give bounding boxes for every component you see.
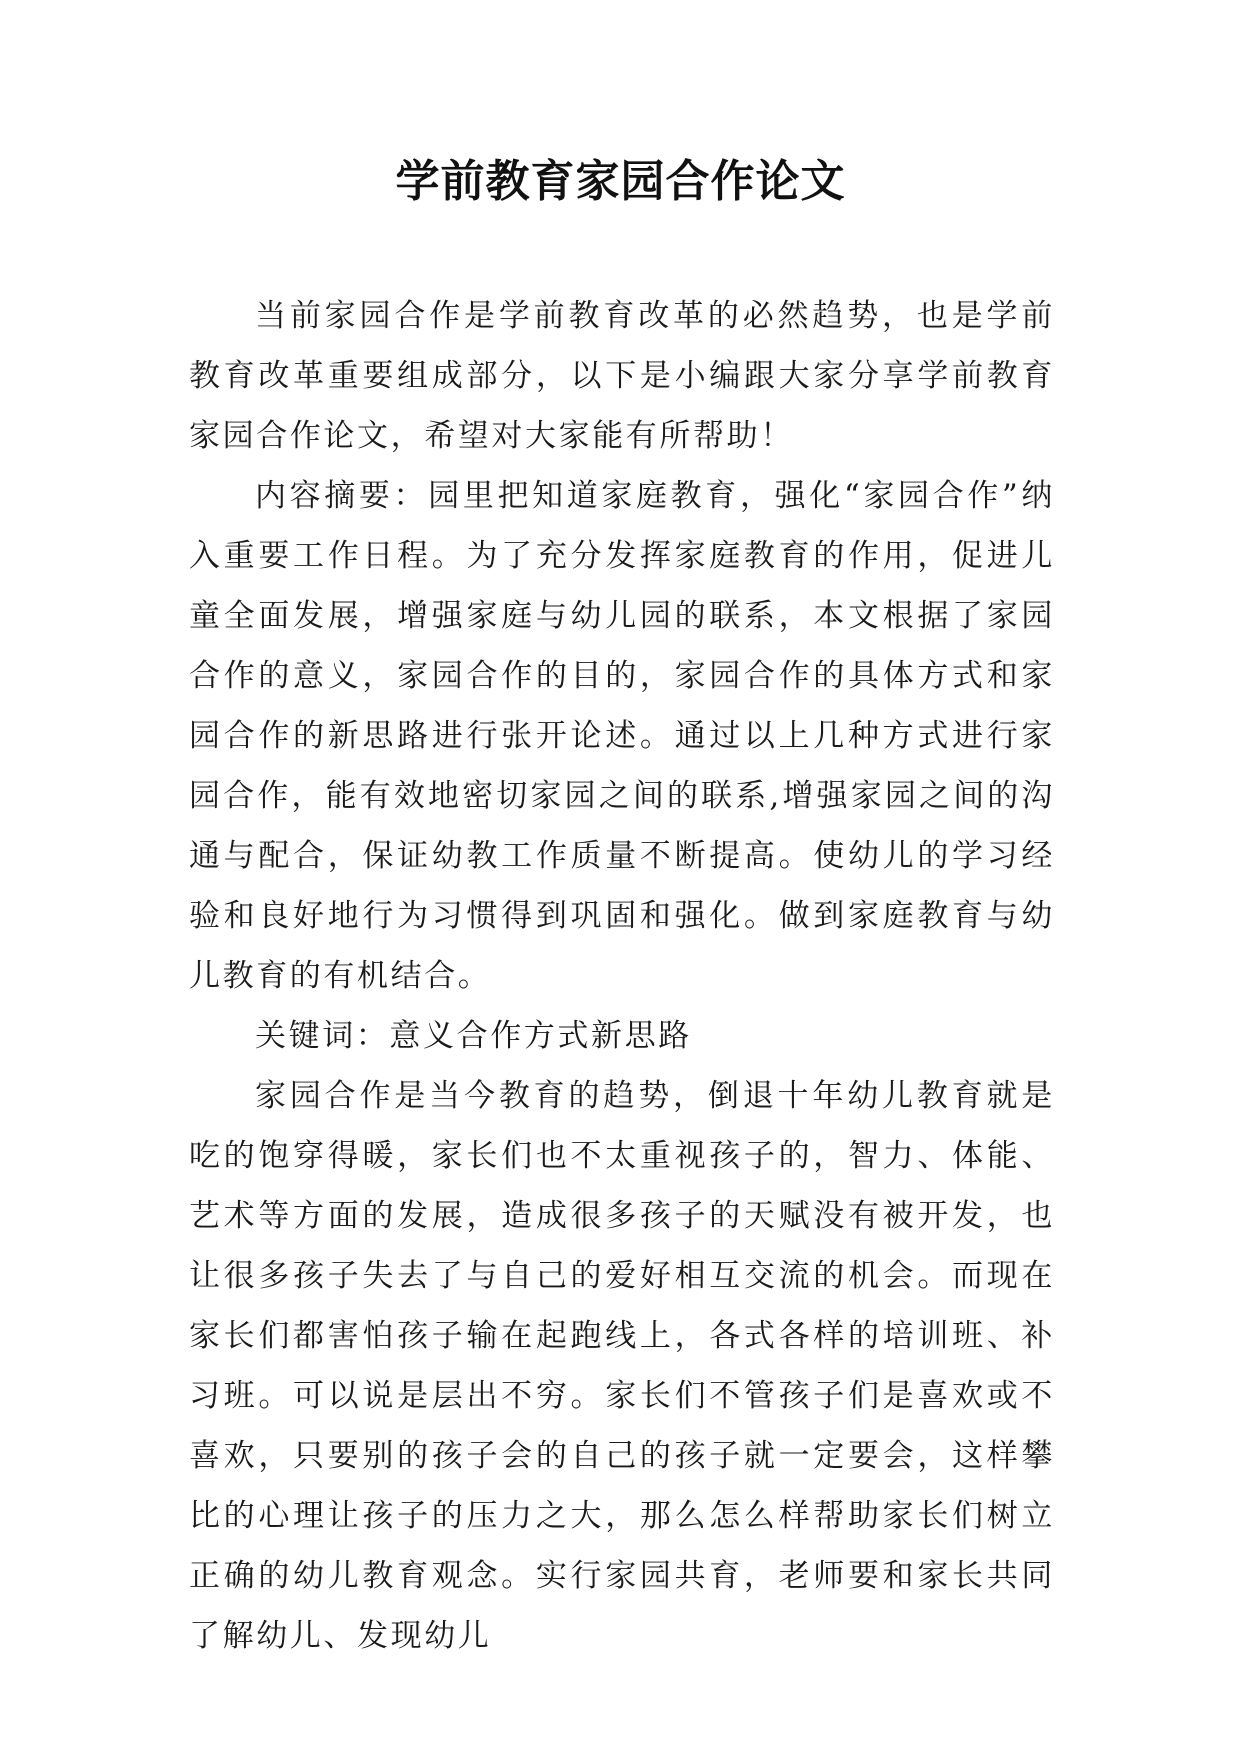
intro-paragraph: 当前家园合作是学前教育改革的必然趋势，也是学前教育改革重要组成部分，以下是小编跟大家分享学前教育家园合作论文，希望对大家能有所帮助！ [189,298,1055,454]
body-paragraph: 家园合作是当今教育的趋势，倒退十年幼儿教育就是吃的饱穿得暖，家长们也不太重视孩子的，智力、体能、艺术等方面的发展，造成很多孩子的天赋没有被开发，也让很多孩子失去了与自己的爱好相互交流的机会。而现在家长们都害怕孩子输在起跑线上，各式各样的培训班、补习班。可以说是层出不穷。家长们不管孩子们是喜欢或不喜欢，只要别的孩子会的自己的孩子就一定要会，这样攀比的心理让孩子的压力之大，那么怎么样帮助家长们树立正确的幼儿教育观念。实行家园共育，老师要和家长共同了解幼儿、发现幼儿 [189,1078,1055,1654]
document-body [189,286,1055,1666]
document-title: 学前教育家园合作论文 [395,156,846,207]
abstract-paragraph: 内容摘要：园里把知道家庭教育，强化“家园合作”纳入重要工作日程。为了充分发挥家庭教育的作用，促进儿童全面发展，增强家庭与幼儿园的联系，本文根据了家园合作的意义，家园合作的目的，家园合作的具体方式和家园合作的新思路进行张开论述。通过以上几种方式进行家园合作，能有效地密切家园之间的联系,增强家园之间的沟通与配合，保证幼教工作质量不断提高。使幼儿的学习经验和良好地行为习惯得到巩固和强化。做到家庭教育与幼儿教育的有机结合。 [189,478,1055,994]
keywords-paragraph: 关键词：意义合作方式新思路 [255,1018,692,1054]
